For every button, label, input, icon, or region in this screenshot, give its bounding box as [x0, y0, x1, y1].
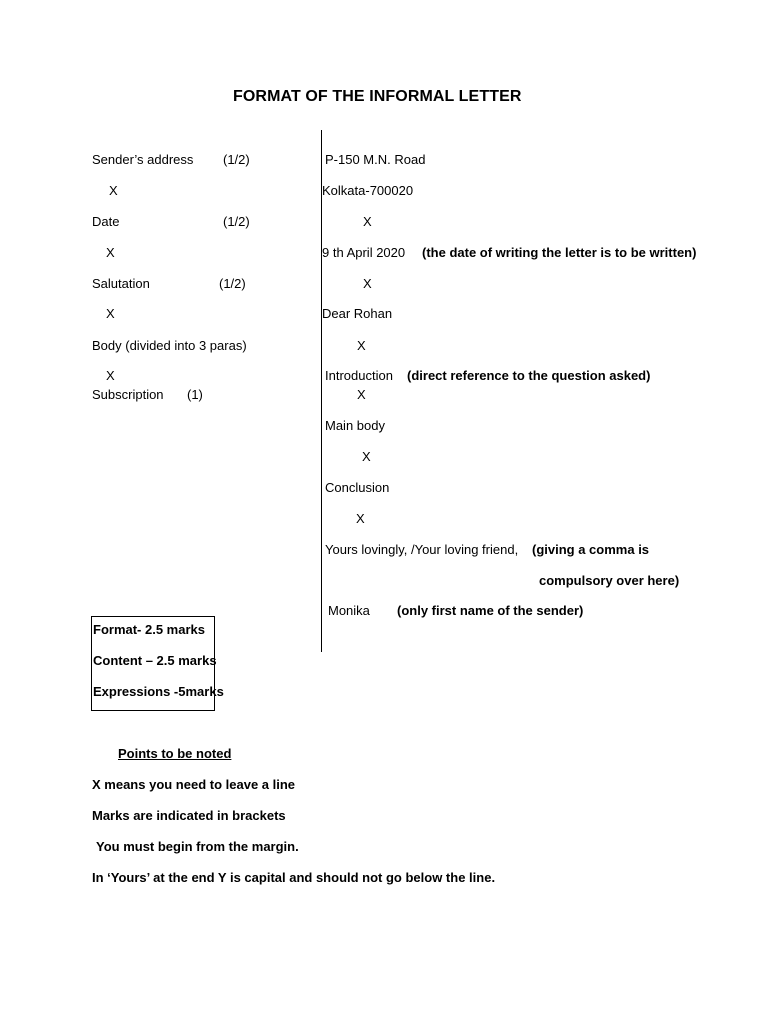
date-value: 9 th April 2020 [322, 245, 406, 260]
conclusion-label: Conclusion [325, 480, 390, 495]
salutation-value: Dear Rohan [322, 306, 393, 321]
skip-line-marker: X [362, 449, 371, 464]
skip-line-marker: X [363, 214, 372, 229]
signature-name: Monika [328, 603, 370, 618]
format-marks: Format- 2.5 marks [93, 622, 205, 637]
closing-note: (giving a comma is [532, 542, 650, 557]
address-line-2: Kolkata-700020 [322, 183, 414, 198]
date-label: Date [92, 214, 120, 229]
salutation-marks: (1/2) [219, 276, 246, 291]
subscription-label: Subscription [92, 387, 164, 402]
skip-line-marker: X [106, 245, 115, 260]
date-note: (the date of writing the letter is to be written) [422, 245, 697, 260]
senders-address-marks: (1/2) [223, 152, 250, 167]
introduction-note: (direct reference to the question asked) [407, 368, 651, 383]
column-divider [321, 130, 322, 652]
salutation-label: Salutation [92, 276, 150, 291]
skip-line-marker: X [109, 183, 118, 198]
closing-label: Yours lovingly, /Your loving friend, [325, 542, 519, 557]
page-title: FORMAT OF THE INFORMAL LETTER [233, 88, 522, 105]
skip-line-marker: X [357, 338, 366, 353]
skip-line-marker: X [357, 387, 366, 402]
introduction-label: Introduction [325, 368, 393, 383]
skip-line-marker: X [363, 276, 372, 291]
note-item: In ‘Yours’ at the end Y is capital and should not go below the line. [92, 870, 496, 885]
senders-address-label: Sender’s address [92, 152, 194, 167]
skip-line-marker: X [106, 306, 115, 321]
content-marks: Content – 2.5 marks [93, 653, 217, 668]
date-marks: (1/2) [223, 214, 250, 229]
skip-line-marker: X [356, 511, 365, 526]
note-item: You must begin from the margin. [96, 839, 299, 854]
signature-note: (only first name of the sender) [397, 603, 584, 618]
body-label: Body (divided into 3 paras) [92, 338, 247, 353]
main-body-label: Main body [325, 418, 385, 433]
closing-note-continued: compulsory over here) [539, 573, 680, 588]
subscription-marks: (1) [187, 387, 203, 402]
address-line-1: P-150 M.N. Road [325, 152, 426, 167]
note-item: X means you need to leave a line [92, 777, 296, 792]
skip-line-marker: X [106, 368, 115, 383]
notes-heading: Points to be noted [118, 746, 232, 761]
expressions-marks: Expressions -5marks [93, 684, 224, 699]
note-item: Marks are indicated in brackets [92, 808, 286, 823]
